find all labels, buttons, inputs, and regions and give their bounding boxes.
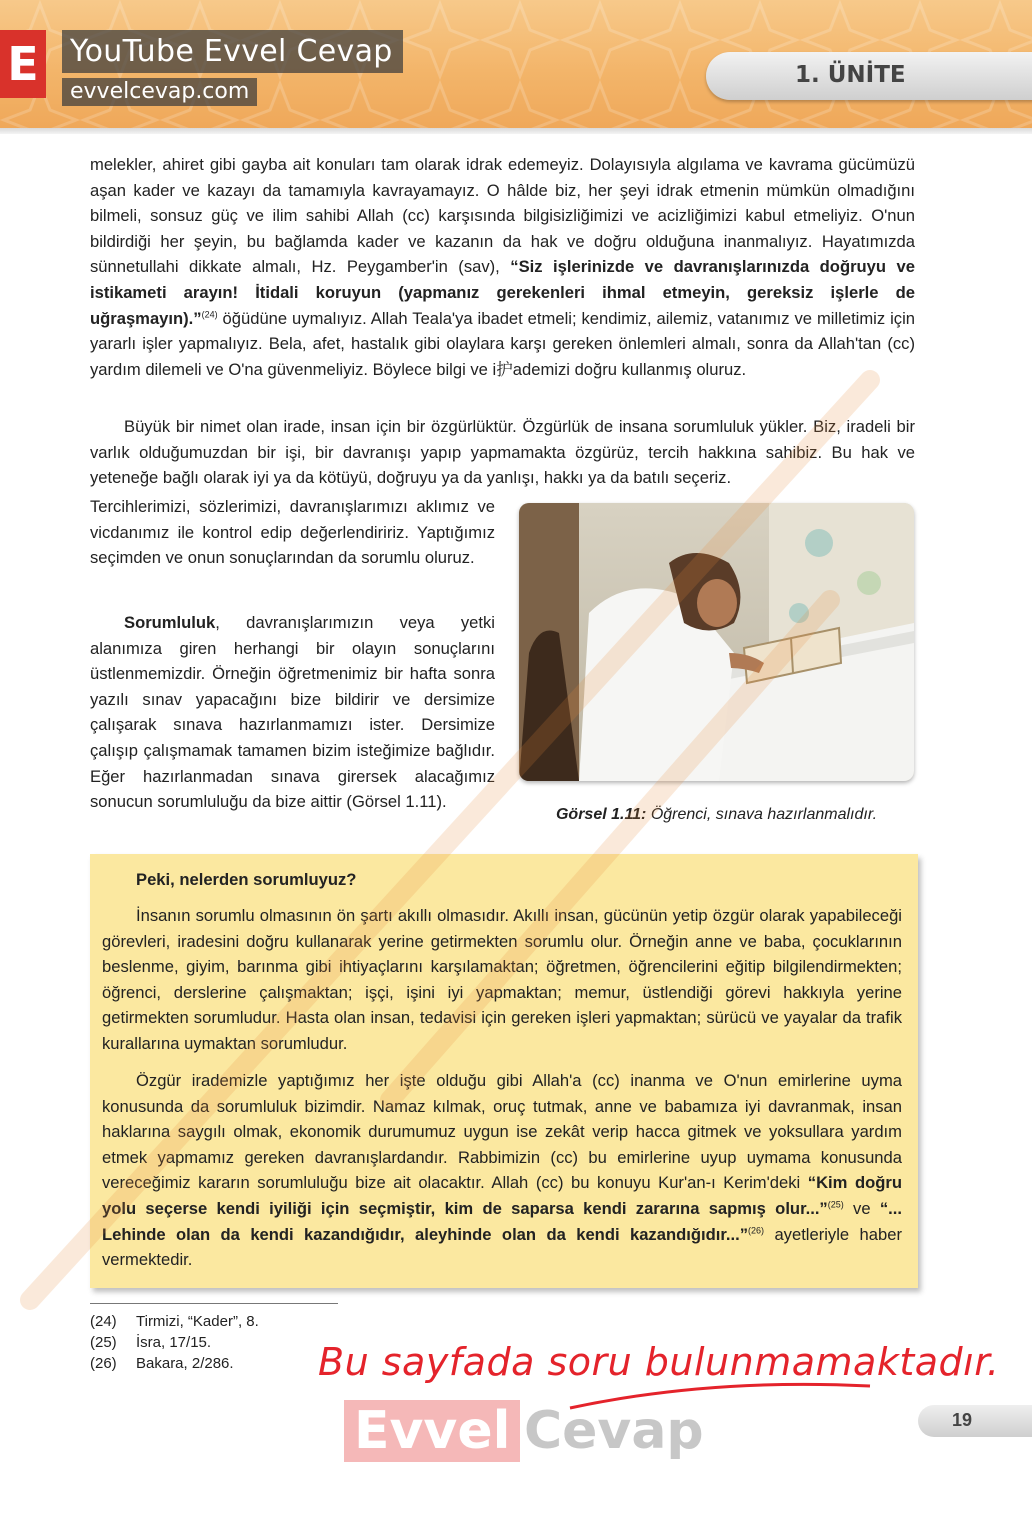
brand-url: evvelcevap.com [62,78,257,106]
footnote-text: İsra, 17/15. [136,1334,212,1351]
info-box-paragraph-2-text: Özgür irademizle yaptığımız her işte olduğu gibi Allah'a (cc) inanma ve O'nun emirlerine uyma konusunda da sorumluluk bizimdir. Namaz kılmak, oruç tutmak, anne ve babamıza iyi davranmak, insan haklarına saygılı olmak, ekonomik durumumuz uygun ise zekât verip hacca gitmek ve yoksullara yardım etmek yapmamız gereken davranışlardandır. Rabbimizin (cc) bu emirlerine uyup uymama konusunda vereceğimiz kararın sorumluluğu bize ait olacaktır. Allah (cc) bu konuyu Kur'an-ı Kerim'deki [102,1071,902,1193]
student-reading-photo [519,503,914,781]
footnote-25 [90,1334,211,1351]
footnote-text: Bakara, 2/286. [136,1355,234,1372]
paragraph-1-text: melekler, ahiret gibi gayba ait konuları tam olarak idrak edemeyiz. Dolayısıyla algılama ve kavrama gücümüzü aşan kader ve kazayı da tamamıyla kavrayamayız. O hâlde biz, her şeyi idrak etmenin mümkün olmadığını bilmeli, sonsuz güç ve ilim sahibi Allah (cc) karşısında bilgisizliğimizi ve acizliğimizi kabul etmeliyiz. O'nun bildirdiği her şeyin, bu bağlamda kader ve kazanın da hak ve doğru olduğuna inanmalıyız. Hayatımızda sünnetullahi dikkate almalı, Hz. Peygamber'in (sav), [90,155,915,277]
paragraph-2-cont [90,494,495,571]
evvel-logo: Evvel [344,1400,520,1462]
cevap-logo: Cevap [524,1401,704,1461]
footnote-26 [90,1355,234,1372]
paragraph-2 [90,414,915,491]
photo-illustration [519,503,914,781]
info-box-paragraph-1 [102,903,902,1057]
info-box-paragraph-2 [102,1068,902,1273]
paragraph-2-text: Büyük bir nimet olan irade, insan için bir özgürlüktür. Özgürlük de insana sorumluluk yükler. Biz, iradeli bir varlık olduğumuzdan bir işi, bir davranışı yapıp yapmamakta özgürüz, tercih hakkına sahibiz. Bu hak ve yeteneğe bağlı olarak iyi ya da kötüyü, doğruyu ya da yanlışı, hakkı ya da batılı seçeriz. [90,417,915,488]
page-number-tab [918,1405,1032,1437]
footnote-ref-26: (26) [748,1225,765,1236]
figure-caption-label: Görsel 1.11: [555,806,647,823]
footnote-ref-25: (25) [827,1199,844,1210]
page-number: 19 [952,1410,973,1430]
footnote-num: (24) [90,1313,117,1330]
info-box-ending: ayetleriyle haber vermektedir. [102,1224,902,1270]
term-responsibility: Sorumluluk [124,613,216,632]
footnote-ref-24: (24) [201,309,218,320]
paragraph-2-cont-text: Tercihlerimizi, sözlerimizi, davranışlarımızı aklımız ve vicdanımız ile kontrol edip değerlendiririz. Yaptığımız seçimden ve onun sonuçlarından da sorumlu oluruz. [90,497,495,568]
paragraph-3-text: , davranışlarımızın veya yetki alanımıza giren herhangi bir olayın sonuçlarını üstlenmemizdir. Örneğin öğretmenimiz bir hafta sonra yazılı sınav yapacağını bize bildirir ve dersimize çalışarak sınava hazırlanmamızı ister. Dersimize çalışıp çalışmamak tamamen bizim isteğimize bağlıdır. Eğer hazırlanmadan sınava girersek alacağımız sonucun sorumluluğu da bize aittir (Görsel 1.11). [90,613,495,812]
footnote-text: Tirmizi, “Kader”, 8. [136,1313,259,1330]
brand-title: YouTube Evvel Cevap [62,30,403,73]
footnote-24 [90,1313,259,1330]
paragraph-1 [90,152,915,382]
ayah-quote-1: “Kim doğru yolu seçerse kendi iyiliği için seçmiştir, kim de saparsa kendi zararına sapmış olur...” [102,1173,902,1218]
footnote-divider [90,1303,338,1304]
paragraph-3 [90,610,495,815]
handwritten-note: Bu sayfada soru bulunmamaktadır. [318,1340,1000,1384]
ayah-quote-2: “... Lehinde olan da kendi kazandığıdır, aleyhinde olan da kendi kazandığıdır...” [102,1198,902,1244]
figure-caption [519,806,914,824]
hadith-quote: “Siz işlerinizde ve davranışlarınızda doğruyu ve istikameti arayın! İtidali koruyun (yapmanız gerekenleri ihmal etmeyin, gereksiz işlerle de uğraşmayın).” [90,257,915,328]
paragraph-1-cont: öğüdüne uymalıyız. Allah Teala'ya ibadet etmeli; kendimiz, ailemiz, vatanımız ve milletimiz için yararlı işler yapmalıyız. Bela, afet, hastalık gibi olaylara karşı gereken önlemleri almalı, sonra da Allah'tan (cc) yardım dilemeli ve O'na güvenmeliyiz. Böylece bilgi ve i护ademizi doğru kullanmış oluruz. [90,308,915,379]
brand-logo-letter: E [0,30,46,98]
unit-label: 1. ÜNİTE [795,62,906,88]
footnote-num: (25) [90,1334,117,1351]
info-box-title: Peki, nelerden sorumluyuz? [136,870,357,889]
conjunction: ve [843,1198,880,1218]
info-box-paragraph-1-text: İnsanın sorumlu olmasının ön şartı akıllı olmasıdır. Akıllı insan, gücünün yetip özgür olarak yapabileceği görevleri, iradesini doğru kullanarak yerine getirmekten sorumlu olur. Örneğin anne ve baba, çocuklarının beslenme, giyim, barınma gibi ihtiyaçlarını karşılamaktan; öğretmen, öğrencilerini eğitip bilgilendirmekten; öğrenci, derslerine çalışmaktan; işçi, işini iyi yapmaktan; memur, üstlendiği görevi hakkıyla yerine getirmekten sorumludur. Hasta olan insan, tedavisi için gereken işleri yapmaktan; sürücü ve yayalar da trafik kurallarına uymaktan sorumludur. [102,906,902,1053]
figure-caption-text: Öğrenci, sınava hazırlanmalıdır. [646,806,878,823]
footnote-num: (26) [90,1355,117,1372]
